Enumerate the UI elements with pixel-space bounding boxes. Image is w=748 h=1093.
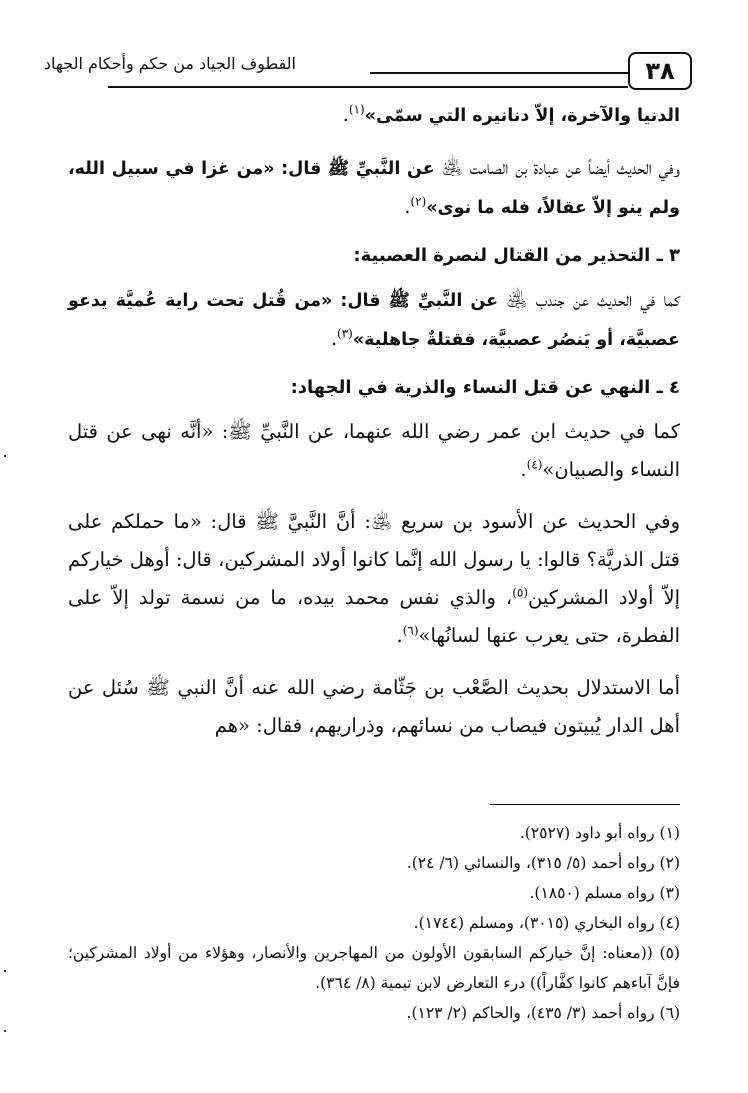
paragraph-text: : أنَّ النَّبيَّ ﷺ قال: «ما حملكم على قتل الذريَّة؟ قالوا: يا رسول الله إنَّما كانوا أولاد المشركين، قال: أوهل خياركم إلاّ أولاد المشركين [68,510,681,609]
paragraph-text: ، والذي نفس محمد بيده، ما من نسمة تولد إلاّ على الفطرة، حتى يعرب عنها لسانُها» [68,586,680,647]
paragraph-5 [68,503,680,655]
radiallah-honorific-icon: ﵁ [441,156,463,179]
radiallah-honorific-icon: ﵁ [506,288,528,311]
quote-text: الدنيا والآخرة، إلاّ دنانيره التي سمّى» [364,106,680,126]
paragraph-2 [68,149,680,227]
footnote-1: (١) رواه أبو داود (٢٥٢٧). [519,824,680,842]
footnote-3: (٣) رواه مسلم (١٨٥٠). [529,884,680,902]
radiallah-honorific-icon: ﵁ [370,510,393,533]
footnote-ref: (٢) [410,194,427,209]
period: . [520,458,527,481]
paragraph-6 [68,669,680,745]
header-rule-lower [108,86,628,88]
footnote-6: (٦) رواه أحمد (٣/ ٤٣٥)، والحاكم (٢/ ١٢٣). [406,1004,680,1022]
footnote-ref: (٥) [512,585,529,600]
period: . [396,624,403,647]
footnote-separator [490,804,680,805]
header-rule [370,72,628,74]
scan-edge-mark [4,455,6,457]
paragraph-text: وفي الحديث عن الأسود بن سريع [401,510,681,533]
page-number: ٣٨ [628,52,692,90]
footnote-ref: (٣) [337,326,353,341]
period: . [342,103,349,126]
paragraph-text: وفي الحديث أيضاً عن عبادة بن الصامت [469,156,681,179]
paragraph-3 [68,281,680,359]
section-heading-4: ٤ ـ النهي عن قتل النساء والذرية في الجهاد: [290,377,680,398]
page-header [43,52,692,96]
period: . [330,327,338,350]
paragraph-text: أما الاستدلال بحديث الصَّعْب بن جَثّامة رضي الله عنه أنَّ النبي ﷺ سُئل عن أهل الدار يُبيتون فيصاب من نسائهم، وذراريهم، فقال: «هم [68,676,680,737]
paragraph-1 [68,96,680,135]
paragraph-text: كما في الحديث عن جندب [535,288,681,311]
scan-edge-mark [4,1030,6,1032]
footnote-ref: (٤) [526,457,543,472]
paragraph-text: كما في حديث ابن عمر رضي الله عنهما، عن النَّبيِّ ﷺ: «أنَّه نهى عن قتل النساء والصبيان» [68,420,680,481]
period: . [404,195,411,218]
footnotes [68,818,680,1028]
footnote-ref: (١) [348,102,365,117]
running-title: القطوف الجياد من حكم وأحكام الجهاد [43,54,296,73]
footnote-2: (٢) رواه أحمد (٥/ ٣١٥)، والنسائي (٦/ ٢٤). [406,854,680,872]
footnote-ref: (٦) [402,623,419,638]
paragraph-4 [68,413,680,489]
main-text [68,96,680,745]
section-heading-3: ٣ ـ التحذير من القتال لنصرة العصبية: [353,245,680,266]
hadith-text: عن النَّبيِّ ﷺ قال: «من قُتل تحت راية عُميَّة يدعو عصبيَّة، أو يَنصُر عصبيَّة، فقتلةٌ جاهلية» [68,291,680,350]
footnote-5: (٥) ((معناه: إنَّ خياركم السابقون الأولون من المهاجرين والأنصار، وهؤلاء من أولاد المشركين؛ فإنَّ آباءهم كانوا كفَّاراً)) درء التعارض لابن تيمية (٨/ ٣٦٤). [68,944,680,992]
footnote-4: (٤) رواه البخاري (٣٠١٥)، ومسلم (١٧٤٤). [413,914,680,932]
scan-edge-mark [4,970,6,972]
hadith-text: عن النَّبيِّ ﷺ قال: «من غزا في سبيل الله، ولم ينو إلاّ عقالاً، فله ما نوى» [68,159,680,218]
